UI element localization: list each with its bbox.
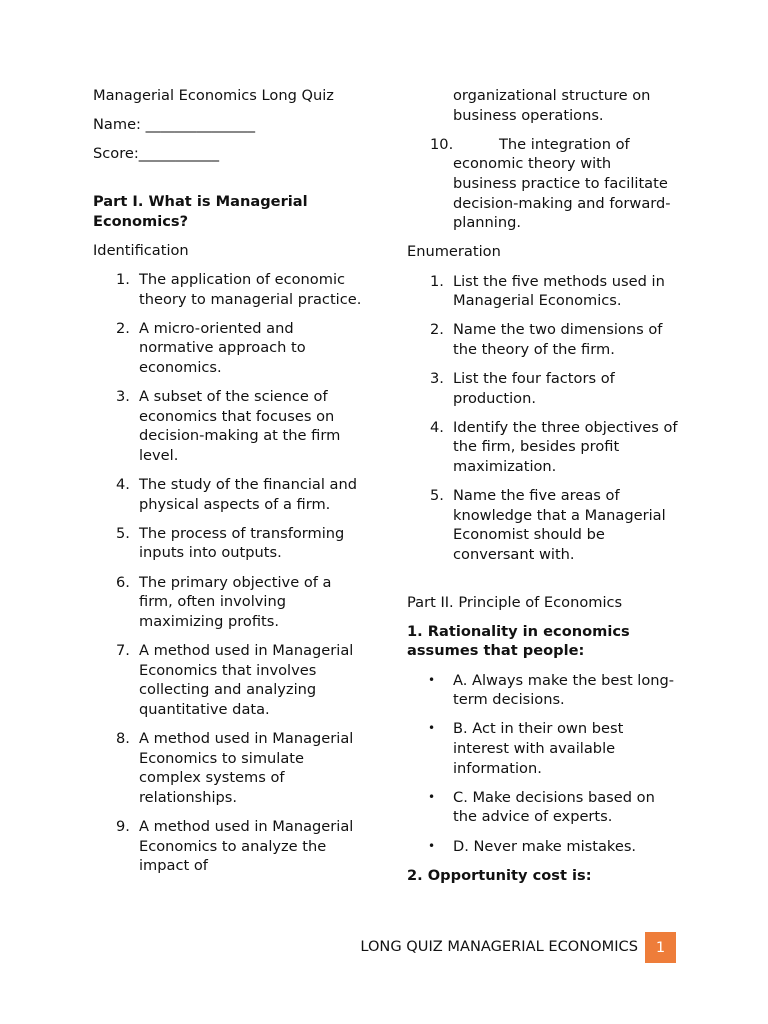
option-item xyxy=(407,719,679,778)
item-number: 1. xyxy=(430,272,444,290)
name-line: Name: _______________ xyxy=(93,116,256,134)
list-item xyxy=(93,573,365,632)
bullet-icon: • xyxy=(428,789,436,804)
list-item xyxy=(93,641,365,719)
list-item xyxy=(407,486,679,564)
quiz-title: Managerial Economics Long Quiz xyxy=(93,87,334,104)
list-item xyxy=(407,369,679,408)
page-number-badge: 1 xyxy=(645,932,676,963)
identification-list xyxy=(93,270,365,876)
option-item xyxy=(407,671,679,710)
list-item xyxy=(93,270,365,309)
item-number: 5. xyxy=(430,487,444,505)
item-text: List the four factors of production. xyxy=(453,370,615,407)
part1-heading: Part I. What is Managerial Economics? xyxy=(93,192,308,230)
item-number: 7. xyxy=(116,642,130,659)
item-text: The process of transforming inputs into outputs. xyxy=(139,524,345,562)
item-text: Name the five areas of knowledge that a Managerial Economist should be conversant with. xyxy=(453,487,666,564)
bullet-icon: • xyxy=(428,672,436,687)
item-text: A method used in Managerial Economics to analyze the impact of xyxy=(139,817,354,875)
left-column xyxy=(93,86,365,885)
bullet-icon: • xyxy=(428,838,436,853)
item-text: organizational structure on business operations. xyxy=(453,87,651,124)
item-number: 2. xyxy=(116,319,130,337)
item-text: A method used in Managerial Economics to simulate complex systems of relationships. xyxy=(139,729,354,806)
question-2: 2. Opportunity cost is: xyxy=(407,866,592,884)
item-text: List the five methods used in Managerial Economics. xyxy=(453,272,665,310)
item-text: A subset of the science of economics that focuses on decision-making at the firm level. xyxy=(139,388,341,464)
part2-heading: Part II. Principle of Economics xyxy=(407,593,623,611)
item-text: The study of the financial and physical aspects of a firm. xyxy=(139,476,357,513)
identification-list-continued xyxy=(407,86,679,233)
item-number: 6. xyxy=(116,573,130,591)
item-number: 8. xyxy=(116,729,130,747)
list-item xyxy=(407,320,679,359)
list-item xyxy=(407,135,679,233)
item-number: 4. xyxy=(430,418,444,436)
identification-label: Identification xyxy=(93,241,189,259)
item-number: 5. xyxy=(116,524,130,542)
item-text: The integration of economic theory with business practice to facilitate decision-making and forward-planning. xyxy=(453,135,671,232)
enumeration-list xyxy=(407,272,679,565)
option-text: C. Make decisions based on the advice of experts. xyxy=(453,788,655,826)
list-item xyxy=(93,524,365,563)
list-item xyxy=(93,319,365,378)
question-1: 1. Rationality in economics assumes that people: xyxy=(407,622,630,660)
list-item xyxy=(93,387,365,465)
right-column xyxy=(407,86,679,895)
item-number: 4. xyxy=(116,476,130,494)
option-text: B. Act in their own best interest with available information. xyxy=(453,720,624,777)
page-footer xyxy=(0,932,676,963)
item-text: The application of economic theory to managerial practice. xyxy=(139,270,362,308)
item-number: 3. xyxy=(116,388,130,406)
item-text: A method used in Managerial Economics that involves collecting and analyzing quantitative data. xyxy=(139,642,354,718)
option-text: D. Never make mistakes. xyxy=(453,837,637,855)
list-item xyxy=(407,272,679,311)
question-1-options xyxy=(407,671,679,857)
list-item xyxy=(93,729,365,807)
list-item-continued xyxy=(407,86,679,125)
item-number: 9. xyxy=(116,817,130,835)
score-line: Score:___________ xyxy=(93,145,220,163)
item-number: 3. xyxy=(430,370,444,388)
item-number: 1. xyxy=(116,270,130,288)
option-item xyxy=(407,788,679,827)
bullet-icon: • xyxy=(428,721,436,736)
item-text: The primary objective of a firm, often involving maximizing profits. xyxy=(139,573,332,630)
item-text: A micro-oriented and normative approach to economics. xyxy=(139,319,306,376)
enumeration-label: Enumeration xyxy=(407,243,501,261)
item-number: 10. xyxy=(430,135,454,153)
list-item xyxy=(93,475,365,514)
item-text: Identify the three objectives of the firm, besides profit maximization. xyxy=(453,418,678,476)
item-number: 2. xyxy=(430,321,444,339)
option-text: A. Always make the best long-term decisions. xyxy=(453,671,675,709)
list-item xyxy=(407,418,679,477)
option-item xyxy=(407,837,679,857)
footer-title: LONG QUIZ MANAGERIAL ECONOMICS xyxy=(360,938,638,955)
list-item xyxy=(93,817,365,876)
item-text: Name the two dimensions of the theory of the firm. xyxy=(453,321,663,358)
